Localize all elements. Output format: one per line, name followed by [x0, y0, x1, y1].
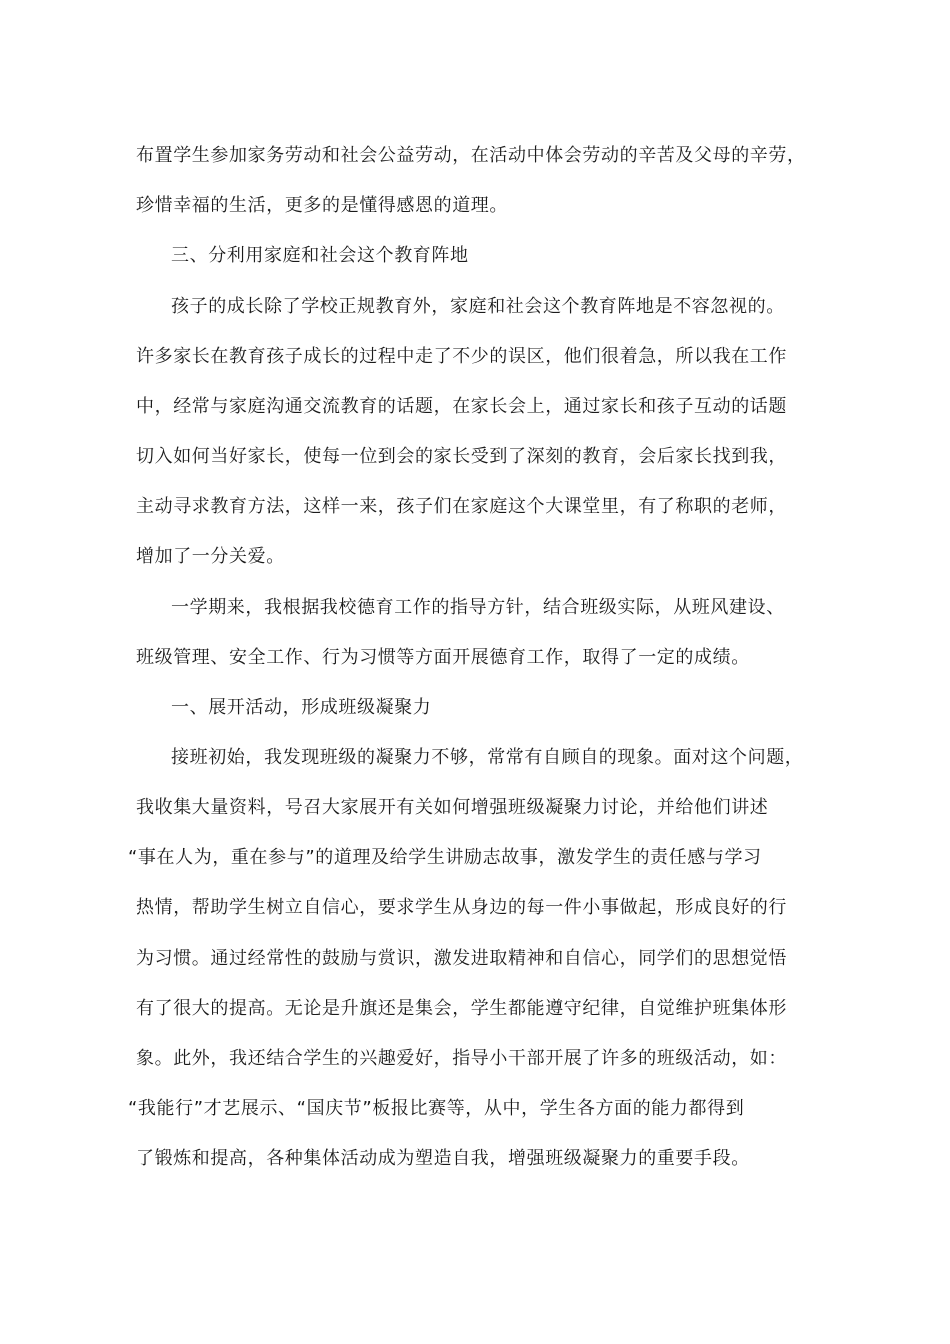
- text-line: 热情，帮助学生树立自信心，要求学生从身边的每一件小事做起，形成良好的行: [136, 897, 787, 918]
- text-line: 了锻炼和提高，各种集体活动成为塑造自我，增强班级凝聚力的重要手段。: [136, 1148, 750, 1169]
- section-heading: 一、展开活动，形成班级凝聚力: [171, 697, 432, 718]
- text-line: 珍惜幸福的生活，更多的是懂得感恩的道理。: [136, 195, 508, 216]
- text-line: 布置学生参加家务劳动和社会公益劳动，在活动中体会劳动的辛苦及父母的辛劳，: [136, 145, 806, 166]
- text-line: 我收集大量资料，号召大家展开有关如何增强班级凝聚力讨论，并给他们讲述: [136, 797, 769, 818]
- text-line: 为习惯。通过经常性的鼓励与赏识，激发进取精神和自信心，同学们的思想觉悟: [136, 948, 787, 969]
- text-line: 孩子的成长除了学校正规教育外，家庭和社会这个教育阵地是不容忽视的。: [171, 296, 785, 317]
- section-heading: 三、分利用家庭和社会这个教育阵地: [171, 245, 469, 266]
- text-line: 一学期来，我根据我校德育工作的指导方针，结合班级实际，从班风建设、: [171, 597, 785, 618]
- text-line: 班级管理、安全工作、行为习惯等方面开展德育工作，取得了一定的成绩。: [136, 647, 750, 668]
- text-line: 切入如何当好家长，使每一位到会的家长受到了深刻的教育，会后家长找到我，: [136, 446, 787, 467]
- text-line: 中，经常与家庭沟通交流教育的话题，在家长会上，通过家长和孩子互动的话题: [136, 396, 787, 417]
- text-line: 许多家长在教育孩子成长的过程中走了不少的误区，他们很着急，所以我在工作: [136, 346, 787, 367]
- text-line: 主动寻求教育方法，这样一来，孩子们在家庭这个大课堂里，有了称职的老师，: [136, 496, 787, 517]
- text-line: 增加了一分关爱。: [136, 546, 285, 567]
- text-line: 象。此外，我还结合学生的兴趣爱好，指导小干部开展了许多的班级活动，如：: [136, 1048, 787, 1069]
- text-line: “事在人为，重在参与”的道理及给学生讲励志故事，激发学生的责任感与学习: [128, 847, 762, 868]
- text-line: 有了很大的提高。无论是升旗还是集会，学生都能遵守纪律，自觉维护班集体形: [136, 998, 787, 1019]
- text-line: 接班初始，我发现班级的凝聚力不够，常常有自顾自的现象。面对这个问题，: [171, 747, 804, 768]
- text-line: “我能行”才艺展示、“国庆节”板报比赛等，从中，学生各方面的能力都得到: [128, 1098, 745, 1119]
